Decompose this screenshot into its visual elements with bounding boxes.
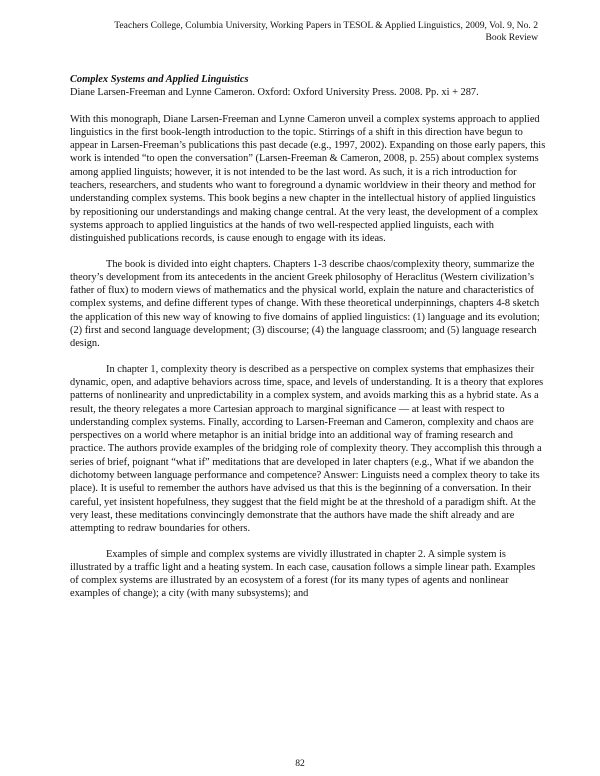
paragraph-chapter-1: In chapter 1, complexity theory is described as a perspective on complex systems that emphasizes their dynamic, open, and adaptive behaviors across time, space, and levels of understanding. It is a theory that explores patterns of nonlinearity and unpredictability in a complex system, and avoids marking this as a hybrid state. As a result, the theory relegates a more Cartesian approach to marginal significance — at least with respect to understanding complex systems. Finally, according to Larsen-Freeman and Cameron, complexity and chaos are perspectives on a world where metaphor is an initial bridge into an additional way of framing research and practice. The authors provide examples of the bridging role of complexity theory. They accomplish this through a series of brief, poignant “what if” meditations that are developed in later chapters (e.g., What if we abandon the dichotomy between language performance and competence? Answer: Linguists need a complex theory to take its place). It is useful to remember the authors have advised us that this is the beginning of a conversation. In their careful, yet insistent hopefulness, they suggest that the field might be at the threshold of a paradigm shift. At the very least, these meditations convincingly demonstrate that the authors have made the shift already and are attempting to redraw boundaries for others. (70, 363, 544, 535)
running-header (38, 20, 538, 44)
paragraph-overview: The book is divided into eight chapters. Chapters 1-3 describe chaos/complexity theory, summarize the theory’s development from its antecedents in the ancient Greek philosophy of Heraclitus (Western civilization’s father of flux) to modern views of mathematics and the physical world, explain the nature and characteristics of complex systems, and define different types of change. With these theoretical underpinnings, chapters 4-8 sketch the application of this new way of knowing to five domains of applied linguistics: (1) language and its evolution; (2) first and second language development; (3) discourse; (4) the language classroom; and (5) language research design. (70, 258, 540, 350)
paragraph-intro: With this monograph, Diane Larsen-Freeman and Lynne Cameron unveil a complex systems approach to applied linguistics in the first book-length introduction to the topic. Stirrings of a shift in this direction have begun to appear in Larsen-Freeman’s publications this past decade (e.g., 1997, 2002). Expanding on those early papers, this work is intended “to open the conversation” (Larsen-Freeman & Cameron, 2008, p. 255) about complex systems among applied linguists; however, it is not intended to be the last word. As such, it is a rich introduction for teachers, researchers, and students who want to foreground a dynamic worldview in their theory and method for understanding complex systems. This book begins a new chapter in the intellectual history of applied linguistics by repositioning our understandings and making change central. At the very least, the development of a complex systems approach to applied linguistics at the hands of two well-respected applied linguists, each with distinguished publications records, is cause enough to engage with its ideas. (70, 113, 546, 245)
paragraph-chapter-2: Examples of simple and complex systems are vividly illustrated in chapter 2. A simple system is illustrated by a traffic light and a heating system. In each case, causation follows a simple linear path. Examples of complex systems are illustrated by an ecosystem of a forest (for its many types of agents and nonlinear examples of change); a city (with many subsystems); and (70, 548, 536, 600)
book-citation: Diane Larsen-Freeman and Lynne Cameron. Oxford: Oxford University Press. 2008. Pp. xi + 287. (70, 87, 479, 99)
page-number: 82 (295, 758, 305, 769)
review-title: Complex Systems and Applied Linguistics (70, 74, 249, 85)
review-body (70, 73, 546, 613)
section-label: Book Review (485, 32, 538, 43)
journal-citation-header: Teachers College, Columbia University, Working Papers in TESOL & Applied Linguistics, 2009, Vol. 9, No. 2 (114, 20, 538, 31)
